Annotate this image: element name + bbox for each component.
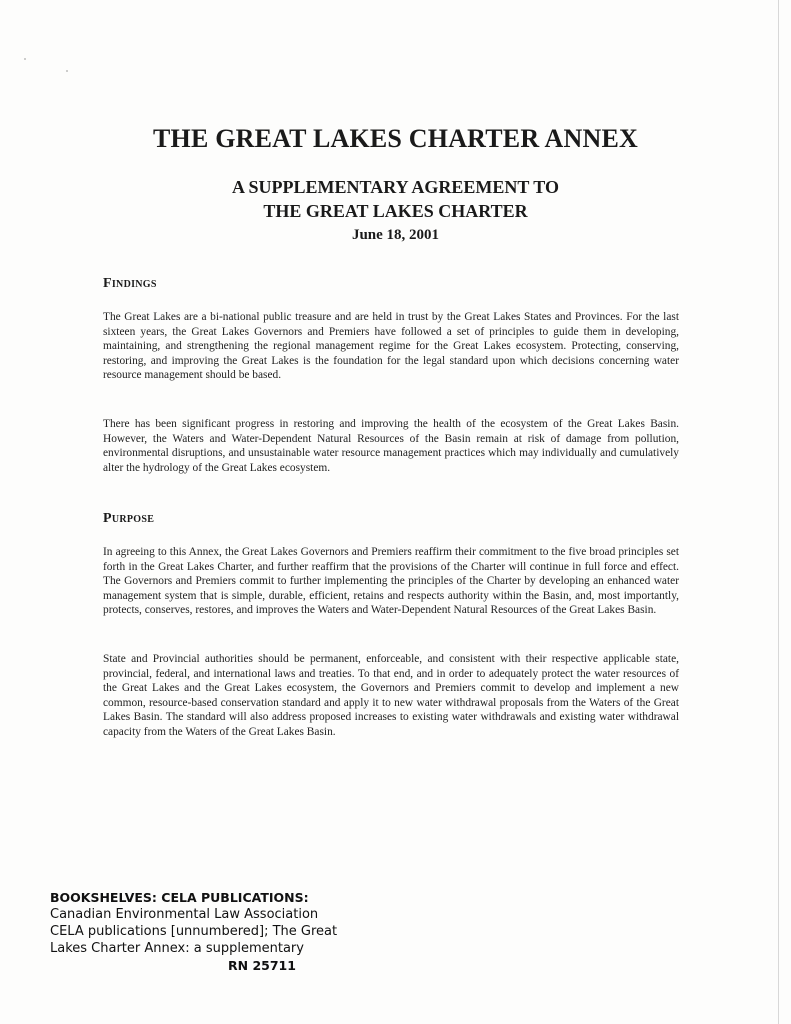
stamp-line-4: Lakes Charter Annex: a supplementary [50,941,304,956]
record-number: RN 25711 [228,958,296,973]
stamp-line-3: CELA publications [unnumbered]; The Great [50,924,338,939]
scan-speck [24,58,26,60]
document-subtitle-line1: A SUPPLEMENTARY AGREEMENT TO [232,177,559,197]
findings-paragraph-2: There has been significant progress in restoring and improving the health of the ecosystem of the Great Lakes Basin. However, the Waters and Water-Dependent Natural Resources of the Basin remain at risk of damage from pollution, environmental disruptions, and unsustainable water resource management practices which may individually and cumulatively alter the hydrology of the Great Lakes ecosystem. [103,418,679,474]
stamp-line-2: Canadian Environmental Law Association [50,907,319,922]
document-title: THE GREAT LAKES CHARTER ANNEX [152,124,639,153]
findings-paragraph-1: The Great Lakes are a bi-national public treasure and are held in trust by the Great Lakes States and Provinces. For the last sixteen years, the Great Lakes Governors and Premiers have followed a set of principles to guide them in developing, maintaining, and strengthening the regional management regime for the Great Lakes ecosystem. Protecting, conserving, restoring, and improving the Great Lakes is the foundation for the legal standard upon which decisions concerning water resource management should be based. [103,311,679,382]
scan-speck [66,70,68,72]
purpose-paragraph-1: In agreeing to this Annex, the Great Lakes Governors and Premiers reaffirm their commitment to the five broad principles set forth in the Great Lakes Charter, and further reaffirm that the provisions of the Charter will continue in full force and effect. The Governors and Premiers commit to further implementing the principles of the Charter by developing an enhanced water management system that is simple, durable, efficient, retains and respects authority within the Basin, and, most importantly, protects, conserves, restores, and improves the Waters and Water-Dependent Natural Resources of the Great Lakes Basin. [103,546,679,617]
catalog-stamp [50,889,370,974]
stamp-line-1: BOOKSHELVES: CELA PUBLICATIONS: [50,890,309,905]
findings-heading: Findings [103,276,157,291]
document-date: June 18, 2001 [351,227,440,243]
purpose-heading: Purpose [103,511,155,526]
purpose-paragraph-2: State and Provincial authorities should be permanent, enforceable, and consistent with their respective applicable state, provincial, federal, and international laws and treaties. To that end, and in order to adequately protect the water resources of the Great Lakes and the Great Lakes ecosystem, the Governors and Premiers commit to develop and implement a new common, resource-based conservation standard and apply it to new water withdrawal proposals from the Waters of the Great Lakes Basin. The standard will also address proposed increases to existing water withdrawals and existing water withdrawal capacity from the Waters of the Great Lakes Basin. [103,653,679,738]
document-subtitle-line2: THE GREAT LAKES CHARTER [263,201,528,221]
